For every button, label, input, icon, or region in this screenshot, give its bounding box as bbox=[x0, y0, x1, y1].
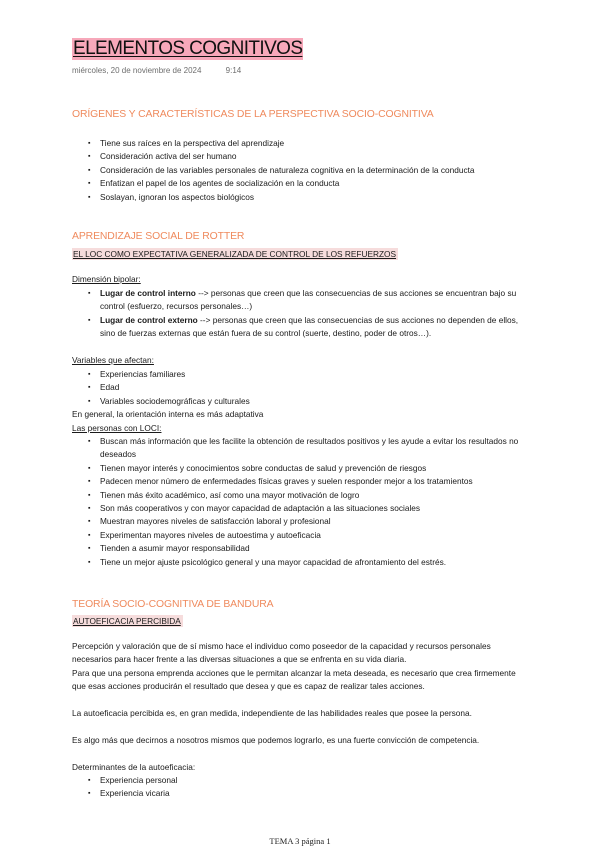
section3-subheading: AUTOEFICACIA PERCIBIDA bbox=[73, 616, 181, 626]
list-item: ▪ Experiencia vicaria bbox=[88, 787, 526, 800]
section1-list bbox=[88, 137, 526, 204]
list-item: ▪ Enfatizan el papel de los agentes de socialización en la conducta bbox=[88, 177, 526, 190]
dimension-list bbox=[88, 287, 526, 341]
section2-subheading: EL LOC COMO EXPECTATIVA GENERALIZADA DE CONTROL DE LOS REFUERZOS bbox=[73, 249, 397, 259]
list-item: ▪ Soslayan, ignoran los aspectos biológicos bbox=[88, 191, 526, 204]
list-item: ▪ Consideración activa del ser humano bbox=[88, 150, 526, 163]
list-item: ▪ Padecen menor número de enfermedades físicas graves y suelen responder mejor a los tratamientos bbox=[88, 475, 526, 488]
paragraph: Determinantes de la autoeficacia: bbox=[72, 762, 196, 772]
variables-list bbox=[88, 368, 526, 408]
list-item: ▪ Experimentan mayores niveles de autoestima y autoeficacia bbox=[88, 529, 526, 542]
list-item: ▪ Variables sociodemográficas y culturales bbox=[88, 395, 526, 408]
general-note: En general, la orientación interna es más adaptativa bbox=[72, 409, 264, 419]
list-item: ▪ Tienden a asumir mayor responsabilidad bbox=[88, 542, 526, 555]
section1-heading: ORÍGENES Y CARACTERÍSTICAS DE LA PERSPECTIVA SOCIO-COGNITIVA bbox=[72, 109, 434, 120]
list-item: ▪ Tienen más éxito académico, así como una mayor motivación de logro bbox=[88, 489, 526, 502]
paragraph: La autoeficacia percibida es, en gran medida, independiente de las habilidades reales que posee la persona. bbox=[72, 708, 472, 718]
section3-heading: TEORÍA SOCIO-COGNITIVA DE BANDURA bbox=[72, 599, 274, 610]
list-item: ▪ Experiencias familiares bbox=[88, 368, 526, 381]
page-footer: TEMA 3 página 1 bbox=[269, 836, 331, 846]
list-item: ▪ Consideración de las variables personales de naturaleza cognitiva en la determinación de la conducta bbox=[88, 164, 526, 177]
determinants-list bbox=[88, 774, 526, 801]
list-item: ▪ Edad bbox=[88, 381, 526, 394]
list-item bbox=[88, 287, 526, 314]
paragraph: Para que una persona emprenda acciones que le permitan alcanzar la meta deseada, es necesario que crea firmemente que esas acciones producirán el resultado que desea y que es capaz de realizar tales acciones. bbox=[72, 668, 516, 692]
variables-label: Variables que afectan: bbox=[72, 355, 154, 365]
item-bold: Lugar de control interno bbox=[100, 288, 196, 298]
meta-time: 9:14 bbox=[225, 66, 242, 75]
dimension-label: Dimensión bipolar: bbox=[72, 274, 141, 284]
item-bold: Lugar de control externo bbox=[100, 314, 198, 325]
item-text: --> personas que creen que las consecuencias de sus acciones se encuentran bajo su control (esfuerzo, recursos personales…) bbox=[100, 288, 517, 312]
paragraph: Es algo más que decirnos a nosotros mismos que podemos lograrlo, es una fuerte convicción de competencia. bbox=[72, 735, 480, 745]
meta-date: miércoles, 20 de noviembre de 2024 bbox=[72, 66, 202, 75]
loci-list bbox=[88, 435, 526, 569]
loci-label: Las personas con LOCI: bbox=[72, 423, 162, 433]
list-item: ▪ Experiencia personal bbox=[88, 774, 526, 787]
section2-heading: APRENDIZAJE SOCIAL DE ROTTER bbox=[72, 231, 245, 242]
list-item: ▪ Tiene un mejor ajuste psicológico general y una mayor capacidad de afrontamiento del estrés. bbox=[88, 556, 526, 569]
list-item bbox=[88, 314, 526, 341]
list-item: ▪ Tiene sus raíces en la perspectiva del aprendizaje bbox=[88, 137, 526, 150]
list-item: ▪ Tienen mayor interés y conocimientos sobre conductas de salud y prevención de riesgos bbox=[88, 462, 526, 475]
list-item: ▪ Muestran mayores niveles de satisfacción laboral y profesional bbox=[88, 515, 526, 528]
paragraph: Percepción y valoración que de sí mismo hace el individuo como poseedor de la capacidad y recursos personales necesarios para hacer frente a las diversas situaciones a que se enfrenta en su vida diaria. bbox=[72, 641, 491, 665]
list-item: ▪ Son más cooperativos y con mayor capacidad de adaptación a las situaciones sociales bbox=[88, 502, 526, 515]
page-title: ELEMENTOS COGNITIVOS bbox=[73, 38, 303, 59]
item-text: --> personas que creen que las consecuencias de sus acciones no dependen de ellos, sino de fuerzas externas que están fuera de su control (suerte, destino, poder de otros…). bbox=[100, 314, 519, 339]
list-item: ▪ Buscan más información que les facilite la obtención de resultados positivos y les ayude a evitar los resultados no deseados bbox=[88, 435, 526, 462]
page-meta bbox=[72, 66, 241, 75]
